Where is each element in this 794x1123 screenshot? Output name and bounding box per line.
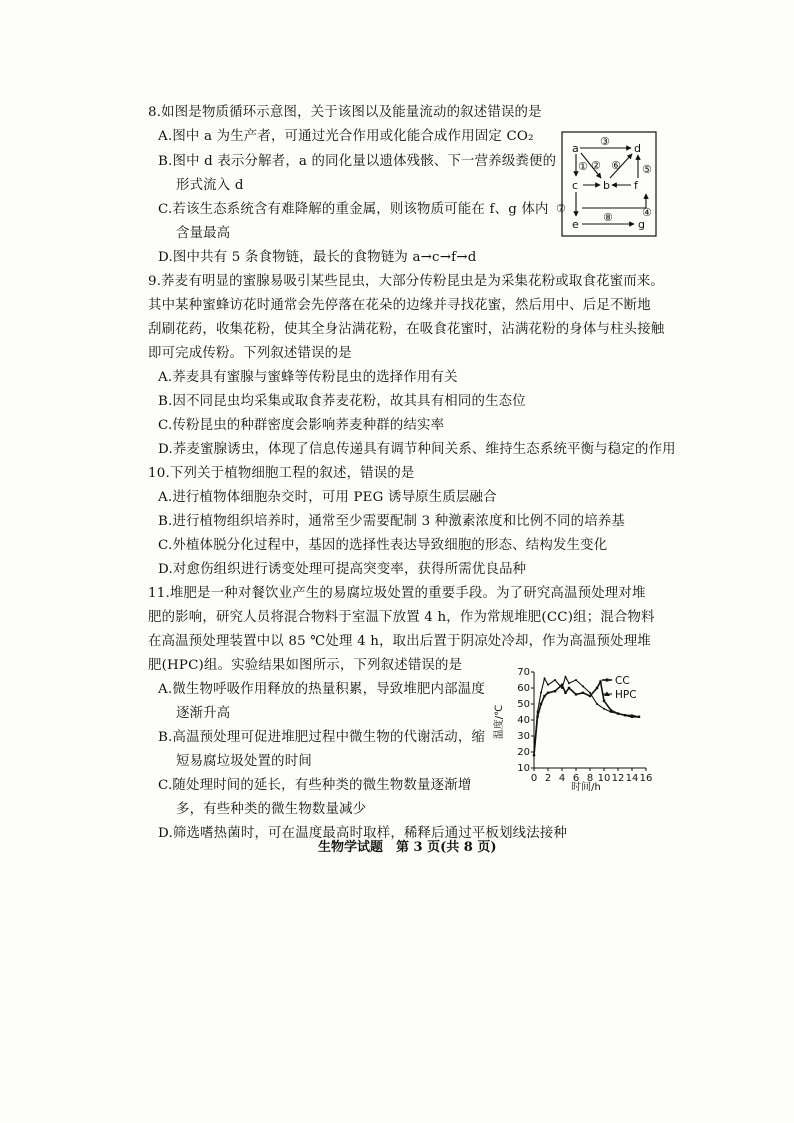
legend-label-cc: CC	[615, 675, 630, 687]
data-point-hpc	[533, 751, 535, 753]
q11-stem-line4: 肥(HPC)组。实验结果如图所示，下列叙述错误的是	[148, 658, 463, 673]
data-point-hpc	[537, 711, 539, 713]
q11-option-b-line2: 短易腐垃圾处置的时间	[176, 754, 312, 769]
data-point-hpc	[589, 692, 591, 694]
q10-option-d: D.对愈伤组织进行诱变处理可提高突变率，获得所需优良品种	[158, 562, 527, 577]
q8-option-c-line2: 含量最高	[176, 226, 231, 241]
q11-stem-line1: 11.堆肥是一种对餐饮业产生的易腐垃圾处置的重要手段。为了研究高温预处理对堆	[148, 586, 646, 601]
data-point-hpc	[610, 711, 612, 713]
x-axis-label: 时间/h	[571, 782, 601, 793]
q9-option-a: A.荞麦具有蜜腺与蜜蜂等传粉昆虫的选择作用有关	[158, 370, 458, 385]
q11-option-b-line1: B.高温预处理可促进堆肥过程中微生物的代谢活动，缩	[158, 730, 486, 745]
x-tick-label: 12	[611, 773, 625, 784]
data-point-hpc	[638, 716, 640, 718]
q9-option-c: C.传粉昆虫的种群密度会影响荞麦种群的结实率	[158, 418, 445, 433]
q9-stem-line4: 即可完成传粉。下列叙述错误的是	[148, 346, 352, 361]
y-tick-label: 30	[517, 731, 530, 742]
temperature-chart	[490, 664, 660, 794]
y-tick-label: 20	[517, 747, 530, 758]
data-point-cc	[554, 690, 556, 692]
label-7: ⑦	[556, 202, 566, 215]
q10-option-b: B.进行植物组织培养时，通常至少需要配制 3 种激素浓度和比例不同的培养基	[158, 514, 626, 529]
q11-option-a-line1: A.微生物呼吸作用释放的热量积累，导致堆肥内部温度	[158, 682, 485, 697]
node-a: a	[572, 142, 579, 155]
q11-option-a-line2: 逐渐升高	[176, 706, 231, 721]
data-point-cc	[596, 687, 598, 689]
data-point-cc	[568, 687, 570, 689]
data-point-hpc	[544, 677, 546, 679]
data-point-hpc	[582, 685, 584, 687]
data-point-hpc	[561, 687, 563, 689]
node-f: f	[634, 179, 638, 192]
q8-option-a: A.图中 a 为生产者，可通过光合作用或化能合成作用固定 CO₂	[158, 129, 534, 144]
y-tick-label: 50	[517, 699, 530, 710]
x-tick-label: 8	[586, 773, 594, 784]
q8-stem: 8.如图是物质循环示意图，关于该图以及能量流动的叙述错误的是	[148, 105, 542, 120]
q10-option-c: C.外植体脱分化过程中，基因的选择性表达导致细胞的形态、结构发生变化	[158, 538, 608, 553]
label-3: ③	[600, 135, 610, 148]
q11-stem-line3: 在高温预处理装置中以 85 ℃处理 4 h，取出后置于阴凉处冷却，作为高温预处理堆	[148, 634, 651, 649]
data-point-hpc	[568, 682, 570, 684]
data-point-hpc	[631, 714, 633, 716]
q8-option-c-line1: C.若该生态系统含有难降解的重金属，则该物质可能在 f、g 体内	[158, 202, 549, 217]
data-point-cc	[543, 695, 545, 697]
data-point-cc	[603, 700, 605, 702]
label-6: ⑥	[611, 159, 621, 172]
q9-stem-line1: 9.荞麦有明显的蜜腺易吸引某些昆虫，大部分传粉昆虫是为采集花粉或取食花蜜而来。	[148, 274, 665, 289]
data-point-cc	[533, 754, 535, 756]
data-point-hpc	[575, 679, 577, 681]
q11-stem-line2: 肥的影响，研究人员将混合物料于室温下放置 4 h，作为常规堆肥(CC)组；混合物料	[148, 610, 655, 625]
data-point-hpc	[540, 692, 542, 694]
data-point-hpc	[603, 708, 605, 710]
x-tick-label: 10	[597, 773, 611, 784]
x-tick-label: 2	[544, 773, 552, 784]
q8-option-d: D.图中共有 5 条食物链，最长的食物链为 a→c→f→d	[158, 250, 477, 265]
q9-stem-line3: 刮刷花药，收集花粉，使其全身沾满花粉，在吸食花蜜时，沾满花粉的身体与柱头接触	[148, 322, 665, 337]
label-5: ⑤	[642, 163, 652, 176]
q8-option-b-line1: B.图中 d 表示分解者，a 的同化量以遗体残骸、下一营养级粪便的	[158, 154, 557, 169]
arrow-to-f	[582, 194, 646, 208]
node-g: g	[638, 218, 645, 231]
data-point-cc	[540, 703, 542, 705]
legend-marker-cc	[606, 679, 609, 682]
data-point-cc	[575, 693, 577, 695]
y-tick-label: 60	[517, 683, 530, 694]
y-tick-label: 70	[517, 667, 530, 678]
q11-option-c-line2: 多，有些种类的微生物数量减少	[176, 802, 367, 817]
y-tick-label: 10	[517, 763, 530, 774]
page-footer: 生物学试题 第 3 页(共 8 页)	[318, 840, 497, 855]
node-e: e	[572, 218, 579, 231]
y-tick-label: 40	[517, 715, 530, 726]
x-tick-label: 0	[530, 773, 538, 784]
data-point-cc	[582, 692, 584, 694]
label-1: ①	[578, 160, 588, 173]
q11-option-d: D.筛选嗜热菌时，可在温度最高时取样，稀释后通过平板划线法接种	[158, 826, 568, 841]
x-tick-label: 16	[639, 773, 653, 784]
label-4: ④	[642, 206, 652, 219]
q8-option-b-line2: 形式流入 d	[176, 178, 244, 193]
data-point-hpc	[596, 703, 598, 705]
data-point-hpc	[565, 676, 567, 678]
legend-label-hpc: HPC	[615, 689, 637, 701]
q9-stem-line2: 其中某种蜜蜂访花时通常会先停落在花朵的边缘并寻找花蜜，然后用中、后足不断地	[148, 298, 651, 313]
x-tick-label: 4	[558, 773, 566, 784]
x-tick-label: 14	[625, 773, 639, 784]
node-b: b	[603, 179, 610, 192]
q10-option-a: A.进行植物体细胞杂交时，可用 PEG 诱导原生质层融合	[158, 490, 497, 505]
y-axis-label: 温度/℃	[494, 704, 505, 740]
label-2: ②	[591, 159, 601, 172]
node-c: c	[572, 179, 579, 192]
data-point-cc	[547, 692, 549, 694]
data-point-hpc	[547, 684, 549, 686]
data-point-cc	[599, 680, 601, 682]
q9-option-b: B.因不同昆虫均采集或取食荞麦花粉，故其具有相同的生态位	[158, 394, 526, 409]
data-point-cc	[564, 692, 566, 694]
q10-stem: 10.下列关于植物细胞工程的叙述，错误的是	[148, 466, 415, 481]
label-8: ⑧	[603, 211, 613, 224]
x-tick-label: 6	[572, 773, 580, 784]
node-d: d	[634, 142, 641, 155]
data-point-hpc	[617, 713, 619, 715]
q9-option-d: D.荞麦蜜腺诱虫，体现了信息传递具有调节种间关系、维持生态系统平衡与稳定的作用	[158, 442, 676, 457]
q11-option-c-line1: C.随处理时间的延长，有些种类的微生物数量逐渐增	[158, 778, 472, 793]
data-point-hpc	[554, 679, 556, 681]
data-point-hpc	[624, 714, 626, 716]
material-cycle-diagram	[556, 128, 668, 240]
